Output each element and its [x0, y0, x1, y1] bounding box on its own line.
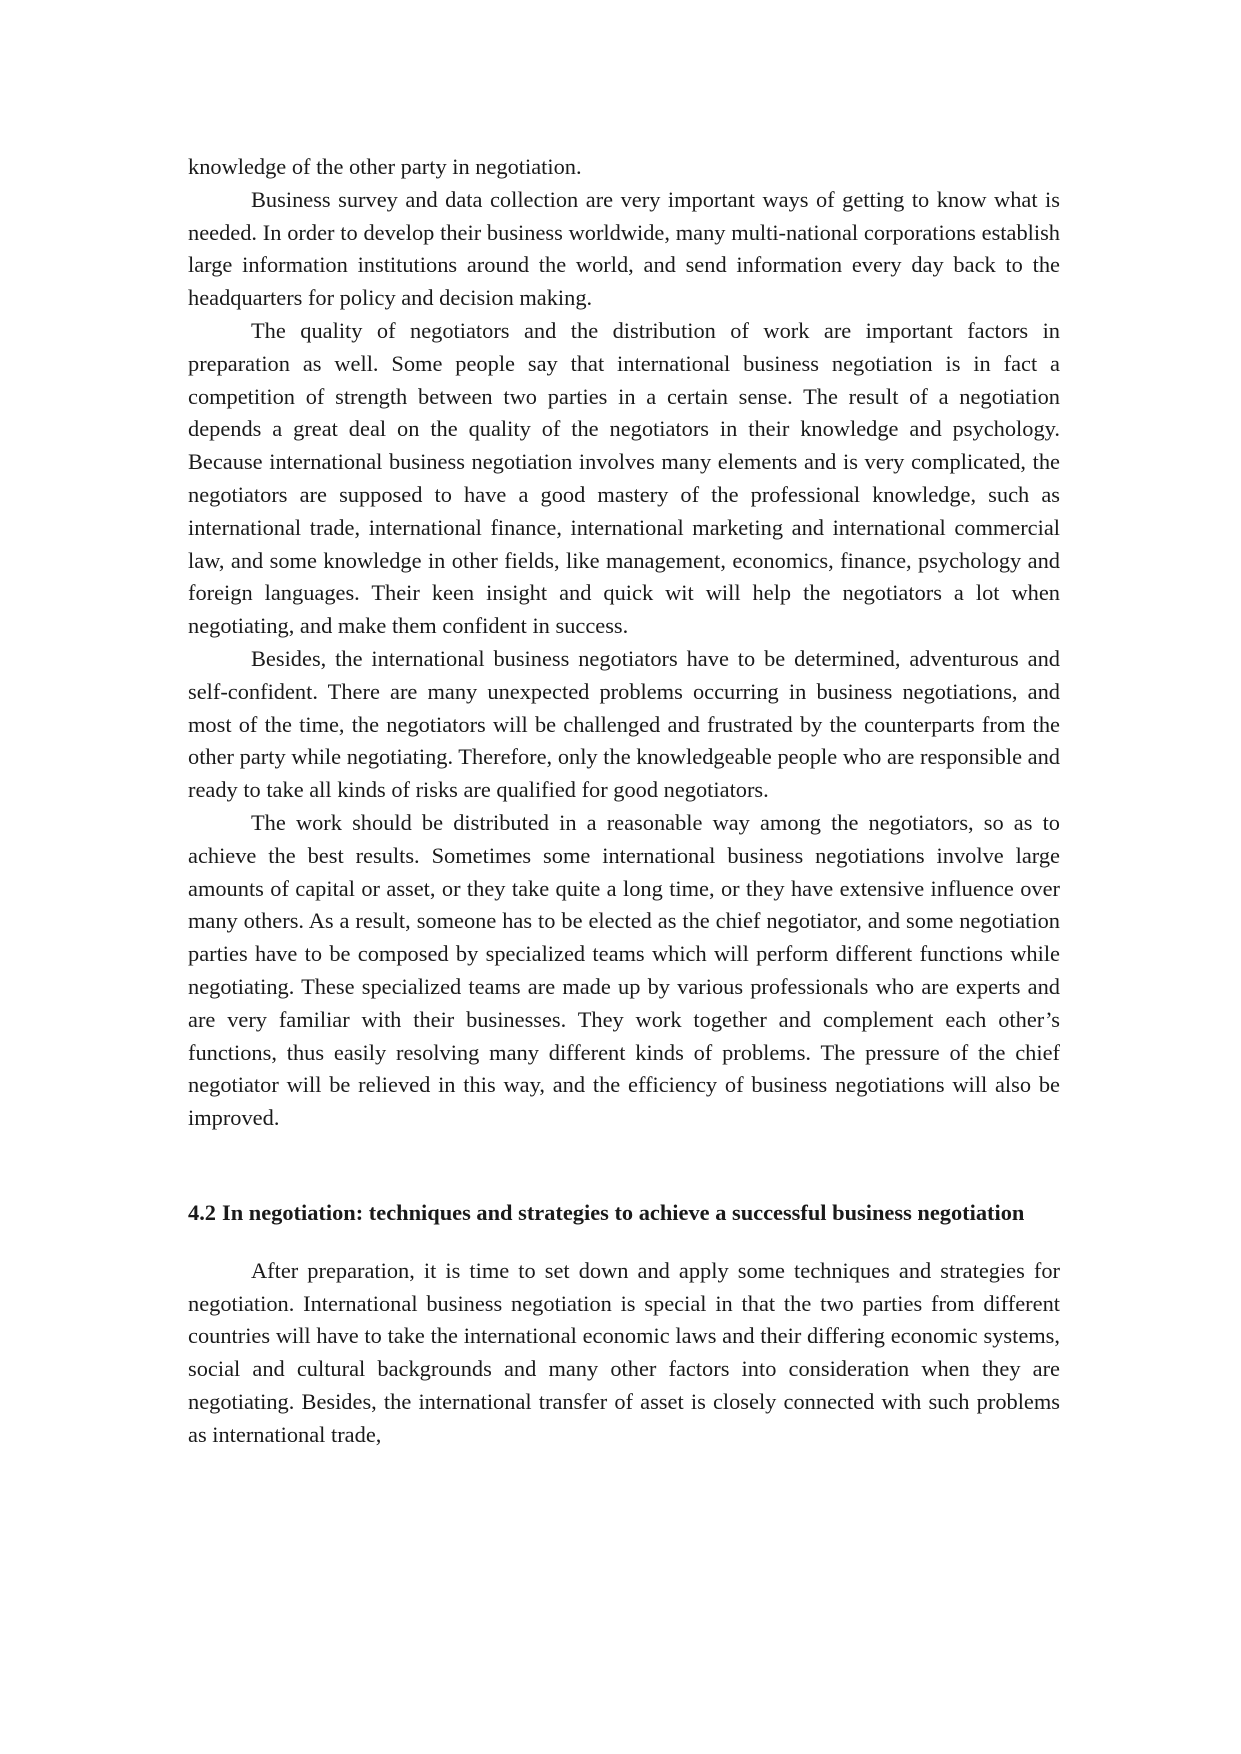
paragraph-negotiator-quality: The quality of negotiators and the distribution of work are important factors in preparation as well. Some people say that international business negotiation is in fact a competition of strength between two parties in a certain sense. The result of a negotiation depends a great deal on the quality of the negotiators in their knowledge and psychology. Because international business negotiation involves many elements and is very complicated, the negotiators are supposed to have a good mastery of the professional knowledge, such as international trade, international finance, international marketing and international commercial law, and some knowledge in other fields, like management, economics, finance, psychology and foreign languages. Their keen insight and quick wit will help the negotiators a lot when negotiating, and make them confident in success. — [188, 317, 1060, 639]
paragraph-after-preparation: After preparation, it is time to set down and apply some techniques and strategies for negotiation. International business negotiation is special in that the two parties from different countries will have to take the international economic laws and their differing economic systems, social and cultural backgrounds and many other factors into consideration when they are negotiating. Besides, the international transfer of asset is closely connected with such problems as international trade, — [188, 1257, 1060, 1447]
section-heading — [188, 1197, 1060, 1230]
document-page — [188, 151, 1060, 1451]
paragraph-work-distribution: The work should be distributed in a reasonable way among the negotiators, so as to achieve the best results. Sometimes some international business negotiations involve large amounts of capital or asset, or they take quite a long time, or they have extensive influence over many others. As a result, someone has to be elected as the chief negotiator, and some negotiation parties have to be composed by specialized teams which will perform different functions while negotiating. These specialized teams are made up by various professionals who are experts and are very familiar with their businesses. They work together and complement each other’s functions, thus easily resolving many different kinds of problems. The pressure of the chief negotiator will be relieved in this way, and the efficiency of business negotiations will also be improved. — [188, 809, 1060, 1131]
paragraph-negotiator-traits: Besides, the international business negotiators have to be determined, adventurous and self-confident. There are many unexpected problems occurring in business negotiations, and most of the time, the negotiators will be challenged and frustrated by the counterparts from the other party while negotiating. Therefore, only the knowledgeable people who are responsible and ready to take all kinds of risks are qualified for good negotiators. — [188, 645, 1060, 803]
section-title: In negotiation: techniques and strategies to achieve a successful business negotiation — [222, 1199, 1025, 1225]
paragraph-business-survey: Business survey and data collection are very important ways of getting to know what is needed. In order to develop their business worldwide, many multi-national corporations establish large information institutions around the world, and send information every day back to the headquarters for policy and decision making. — [188, 186, 1060, 311]
paragraph-continuation: knowledge of the other party in negotiation. — [188, 154, 582, 179]
section-number: 4.2 — [188, 1199, 216, 1225]
